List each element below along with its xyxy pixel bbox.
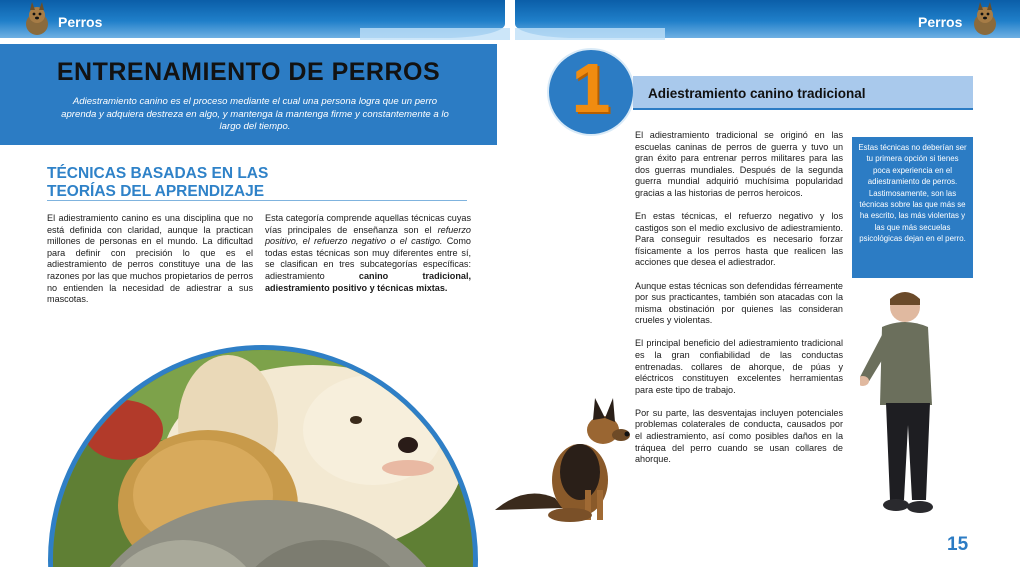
page-header (0, 0, 1020, 40)
bold-text: canino tradicional, adiestramiento positivo y técnicas mixtas. (265, 270, 471, 293)
emphasis-text: refuerzo positivo, el refuerzo negativo o el castigo. (265, 224, 471, 247)
page-title: ENTRENAMIENTO DE PERROS (56, 58, 441, 86)
paragraph: En estas técnicas, el refuerzo negativo y los castigos son el medio exclusivo de adiestramiento. Para conseguir resultados es necesario forzar físicamente a los perros hasta que realicen las acciones que desea el adiestrador. (635, 211, 843, 268)
paragraph: El adiestramiento canino es una disciplina que no está definida con claridad, aunque la practican millones de personas en el mundo. La dificultad para definir con precisión lo que es el adiestramiento de perros constituye una de las razones por las que muchos propietarios de perros no entienden la necesidad de adiestrar a sus mascotas. (47, 213, 253, 305)
paragraph: El adiestramiento tradicional se originó en las escuelas caninas de perros de guerra y tuvo un gran éxito para entrenar perros militares para las dos guerras mundiales. Después de la segunda guerra mundial adquirió muchísima popularidad gracias a las historias de perros heroicos. (635, 130, 843, 198)
page-subtitle: Adiestramiento canino es el proceso mediante el cual una persona logra que un perro aprenda y adquiera destreza en algo, y mantenga la mantenga firme y constantemente a lo largo del tiempo. (61, 96, 449, 132)
sidebar-note: Estas técnicas no deberían ser tu primera opción si tienes poca experiencia en el adiestramiento de perros. Lastimosamente, son las técnicas sobre las que más se ha escrito, las más violentas y las que más secuelas psicológicas dejan en el perro. (852, 137, 973, 278)
subsection-title: Adiestramiento canino tradicional (648, 86, 866, 101)
paragraph (265, 213, 471, 294)
yorkshire-terrier-logo-icon (970, 2, 1000, 36)
left-column-2 (265, 213, 471, 305)
paragraph: El principal beneficio del adiestramiento tradicional es la gran confiabilidad de las conductas entrenadas. collares de ahorque, de púas y eléctricos constituyen excelentes herramientas para este tipo de trabajo. (635, 338, 843, 395)
paragraph: Aunque estas técnicas son defendidas férreamente por sus practicantes, también son atacadas con la misma obstinación por quienes las consideran crueles y violentas. (635, 280, 843, 326)
left-column-1 (47, 213, 253, 317)
section-number: 1 (571, 49, 611, 127)
section-divider (47, 200, 467, 201)
text-run: Como todas estas técnicas son muy diferentes entre sí, se clasifican en tres subcategorías específicas: adiestramiento (265, 236, 471, 281)
header-section-left: Perros (58, 14, 103, 30)
boy-hugging-dog-photo (48, 345, 478, 567)
yorkshire-terrier-logo-icon (22, 2, 52, 36)
right-column (635, 130, 843, 477)
text-run: Esta categoría comprende aquellas técnicas cuyas vías principales de enseñanza son el (265, 213, 471, 235)
german-shepherd-photo (485, 390, 635, 525)
man-commanding-photo (860, 285, 960, 525)
paragraph: Por su parte, las desventajas incluyen potenciales problemas colaterales de conducta, causados por el adiestramiento, así como posibles daños en la tráquea del perro cuando se usan collares de ahorque. (635, 407, 843, 465)
page-number: 15 (947, 534, 969, 555)
header-section-right: Perros (918, 14, 963, 30)
hero-box (0, 44, 497, 145)
header-swoosh-right (515, 28, 665, 40)
section-title: TÉCNICAS BASADAS EN LAS TEORÍAS DEL APRENDIZAJE (47, 165, 269, 200)
header-swoosh-left (360, 28, 510, 40)
photo-illustration (53, 350, 478, 567)
